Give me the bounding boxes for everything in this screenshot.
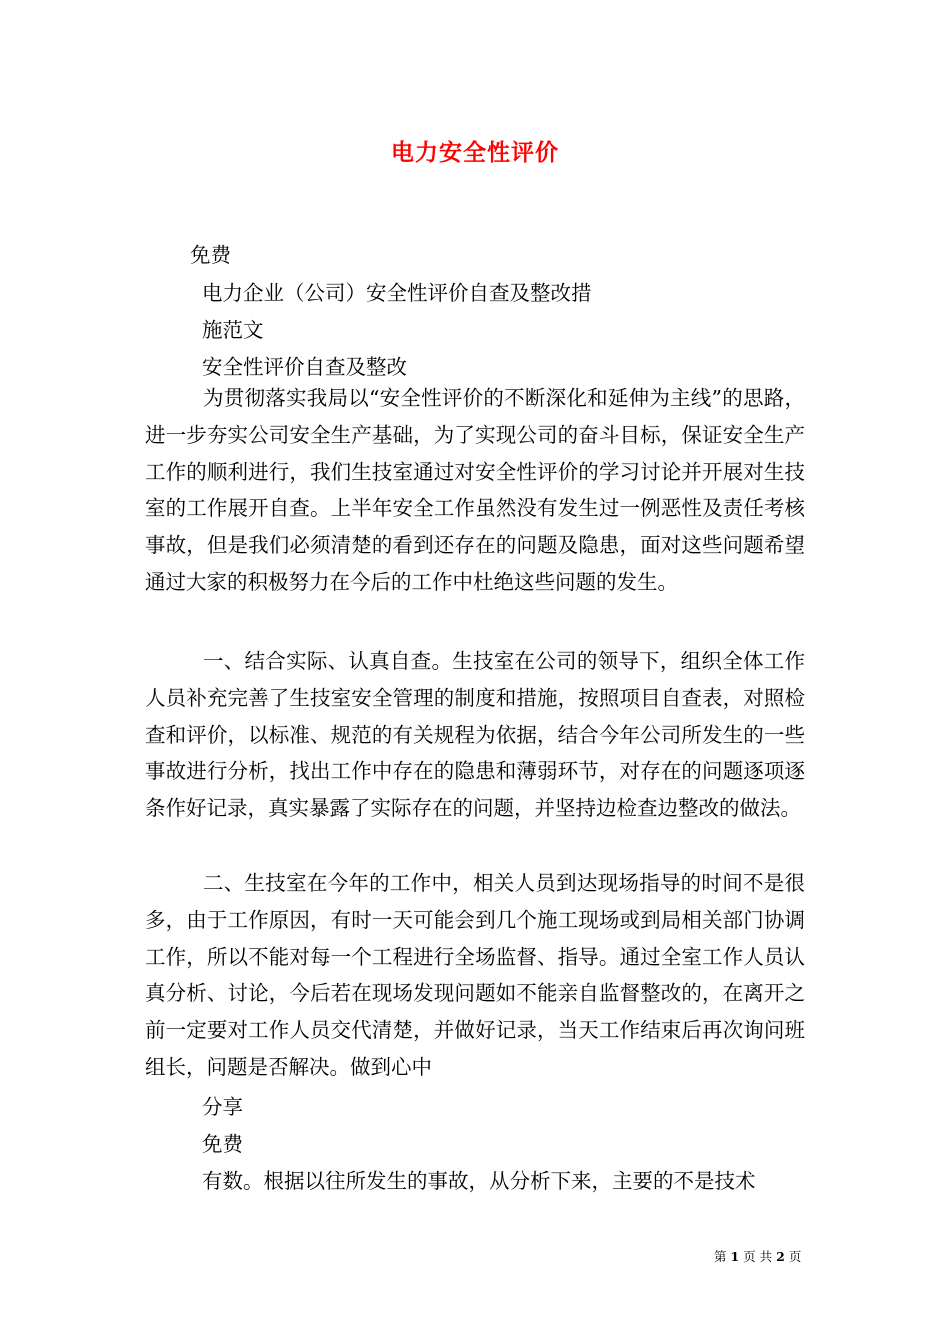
free-label-bottom: 免费 [202,1132,243,1156]
subtitle-line-3: 安全性评价自查及整改 [202,355,407,379]
free-label-top: 免费 [190,243,231,267]
footer-total-pages: 2 [776,1249,785,1264]
paragraph-section-2: 二、生技室在今年的工作中，相关人员到达现场指导的时间不是很多，由于工作原因，有时一天可能会到几个施工现场或到局相关部门协调工作，所以不能对每一个工程进行全场监督、指导。通过全室工作人员认真分析、讨论，今后若在现场发现问题如不能亲自监督整改的，在离开之前一定要对工作人员交代清楚，并做好记录，当天工作结束后再次询问班组长，问题是否解决。做到心中 [145,871,805,1079]
document-title: 电力安全性评价 [391,139,559,166]
last-line: 有数。根据以往所发生的事故，从分析下来，主要的不是技术 [202,1169,756,1193]
footer-page-number: 1 [730,1249,740,1264]
subtitle-line-2: 施范文 [202,318,264,342]
footer-suffix: 页 [788,1249,802,1264]
share-label: 分享 [202,1095,243,1119]
paragraph-section-1: 一、结合实际、认真自查。生技室在公司的领导下，组织全体工作人员补充完善了生技室安全管理的制度和措施，按照项目自查表，对照检查和评价，以标准、规范的有关规程为依据，结合今年公司所发生的一些事故进行分析，找出工作中存在的隐患和薄弱环节，对存在的问题逐项逐条作好记录，真实暴露了实际存在的问题，并坚持边检查边整改的做法。 [145,649,805,821]
footer-middle: 页 共 [743,1249,773,1264]
page-footer [714,1247,801,1265]
paragraph-intro: 为贯彻落实我局以“安全性评价的不断深化和延伸为主线”的思路，进一步夯实公司安全生产基础，为了实现公司的奋斗目标，保证安全生产工作的顺利进行，我们生技室通过对安全性评价的学习讨论并开展对生技室的工作展开自查。上半年安全工作虽然没有发生过一例恶性及责任考核事故，但是我们必须清楚的看到还存在的问题及隐患，面对这些问题希望通过大家的积极努力在今后的工作中杜绝这些问题的发生。 [145,386,805,594]
footer-prefix: 第 [714,1249,727,1264]
subtitle-line-1: 电力企业（公司）安全性评价自查及整改措 [202,281,592,305]
